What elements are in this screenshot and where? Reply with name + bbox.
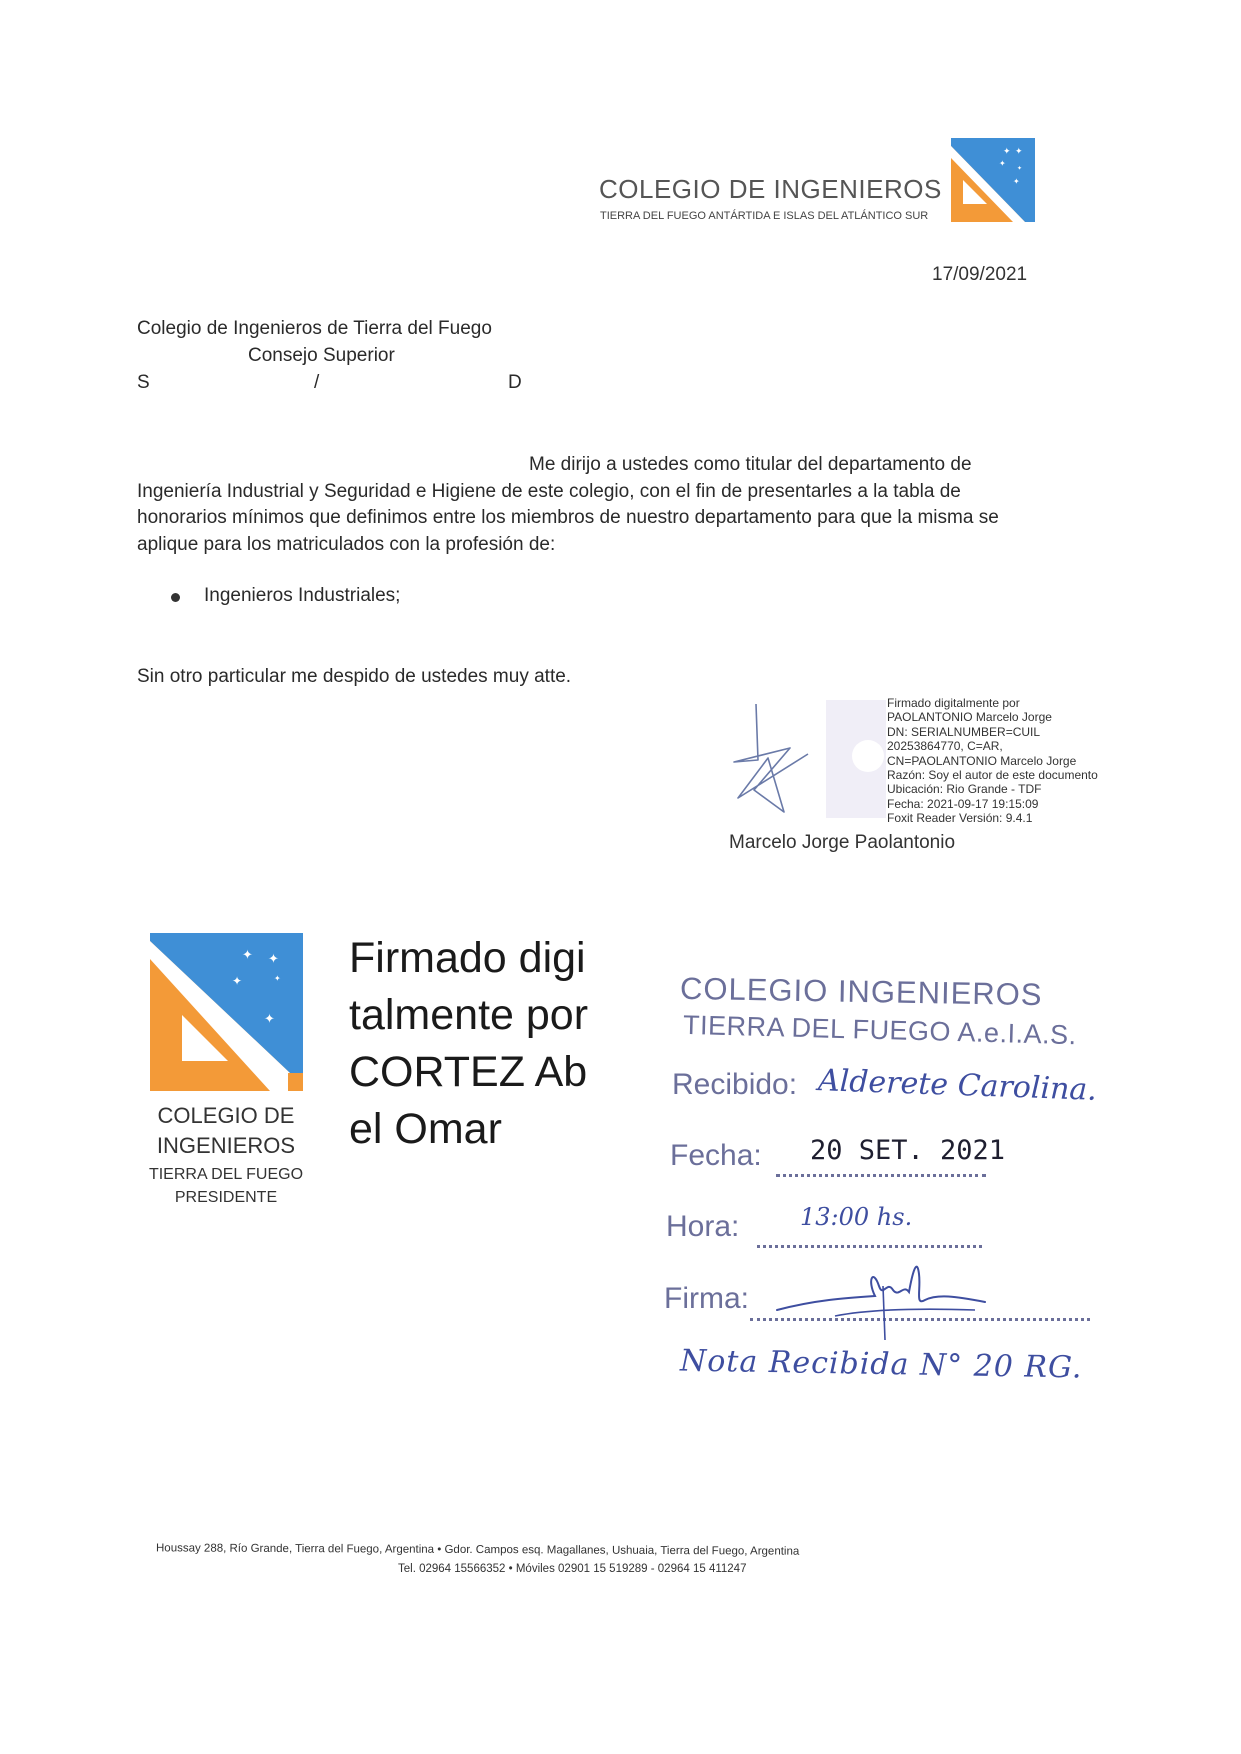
header-subtitle: TIERRA DEL FUEGO ANTÁRTIDA E ISLAS DEL ATLÁNTICO SUR (600, 210, 929, 222)
addressee-slash: / (314, 372, 320, 393)
svg-text:✦: ✦ (1003, 146, 1011, 156)
addressee-d: D (508, 372, 522, 393)
signature-detail-line: Razón: Soy el autor de este documento (887, 768, 1098, 783)
svg-text:✦: ✦ (999, 159, 1006, 168)
closing-line: Sin otro particular me despido de ustedes muy atte. (137, 666, 572, 687)
signature-detail-line: Ubicación: Rio Grande - TDF (887, 782, 1042, 797)
signature-detail-line: 20253864770, C=AR, (887, 739, 1003, 754)
header-title: COLEGIO DE INGENIEROS (599, 174, 942, 204)
stamp-hora-dots (757, 1245, 982, 1248)
svg-text:✦: ✦ (232, 974, 243, 988)
stamp-recibido-label: Recibido: (672, 1068, 798, 1101)
stamp-nota-recibida: Nota Recibida N° 20 RG. (679, 1343, 1083, 1386)
president-college-line: COLEGIO DE (157, 1103, 295, 1128)
signature-detail-line: DN: SERIALNUMBER=CUIL (887, 724, 1041, 739)
stamp-recibido-value: Alderete Carolina. (817, 1063, 1098, 1108)
bullet-icon (171, 593, 180, 602)
stamp-college-line: COLEGIO INGENIEROS (679, 970, 1043, 1013)
stamp-fecha-dots (776, 1174, 986, 1177)
president-logo-icon (150, 933, 303, 1091)
svg-text:✦: ✦ (268, 951, 279, 966)
svg-text:✦: ✦ (242, 947, 253, 962)
body-paragraph: Me dirijo a ustedes como titular del departamento de Ingeniería Industrial y Seguridad e Higiene de este colegio, con el fin de presentarles a la tabla de honorarios mínimos que definimos entre los miembros de nuestro departamento para que la misma se aplique para los matriculados con la profesión de: (137, 454, 999, 555)
addressee-line-2: Consejo Superior (248, 345, 395, 366)
president-region-line: TIERRA DEL FUEGO (148, 1166, 304, 1183)
signer-name: Marcelo Jorge Paolantonio (729, 832, 956, 853)
president-digital-signature: Firmado digitalmente por CORTEZ Abel Omar (349, 934, 589, 1153)
stamp-fecha-value: 20 SET. 2021 (810, 1135, 1006, 1166)
digital-signature-details (887, 696, 1147, 826)
signature-scribble-icon (728, 700, 810, 820)
signature-watermark-icon (826, 700, 886, 818)
svg-text:✦: ✦ (1013, 177, 1020, 186)
stamp-hora-label: Hora: (666, 1210, 740, 1243)
addressee-line-1: Colegio de Ingenieros de Tierra del Fuego (137, 318, 492, 339)
stamp-hora-value: 13:00 hs. (800, 1203, 913, 1231)
addressee-s: S (137, 372, 150, 393)
signature-detail-line: Foxit Reader Versión: 9.4.1 (887, 811, 1033, 826)
signature-detail-line: Fecha: 2021-09-17 19:15:09 (887, 796, 1039, 811)
svg-text:✦: ✦ (274, 974, 281, 983)
stamp-region-line: TIERRA DEL FUEGO A.e.I.A.S. (682, 1009, 1077, 1051)
svg-text:✦: ✦ (1017, 166, 1023, 172)
footer-address: Houssay 288, Río Grande, Tierra del Fuego, Argentina • Gdor. Campos esq. Magallanes, Ushuaia, Tierra del Fuego, Argentina (155, 1542, 800, 1558)
signature-detail-line: PAOLANTONIO Marcelo Jorge (887, 710, 1052, 725)
president-role-line: PRESIDENTE (174, 1189, 278, 1206)
svg-text:✦: ✦ (1015, 146, 1023, 156)
bullet-item: Ingenieros Industriales; (204, 585, 401, 606)
stamp-fecha-label: Fecha: (670, 1139, 762, 1172)
college-logo-icon (951, 138, 1035, 222)
stamp-firma-label: Firma: (664, 1282, 749, 1315)
document-date: 17/09/2021 (932, 264, 1028, 285)
signature-detail-line: CN=PAOLANTONIO Marcelo Jorge (887, 753, 1077, 768)
handwritten-signature-icon (775, 1250, 995, 1345)
president-ingenieros-line: INGENIEROS (156, 1133, 296, 1158)
svg-text:✦: ✦ (264, 1011, 275, 1026)
signature-detail-line: Firmado digitalmente por (887, 696, 1020, 710)
footer-phones: Tel. 02964 15566352 • Móviles 02901 15 519289 - 02964 15 411247 (398, 1563, 747, 1575)
